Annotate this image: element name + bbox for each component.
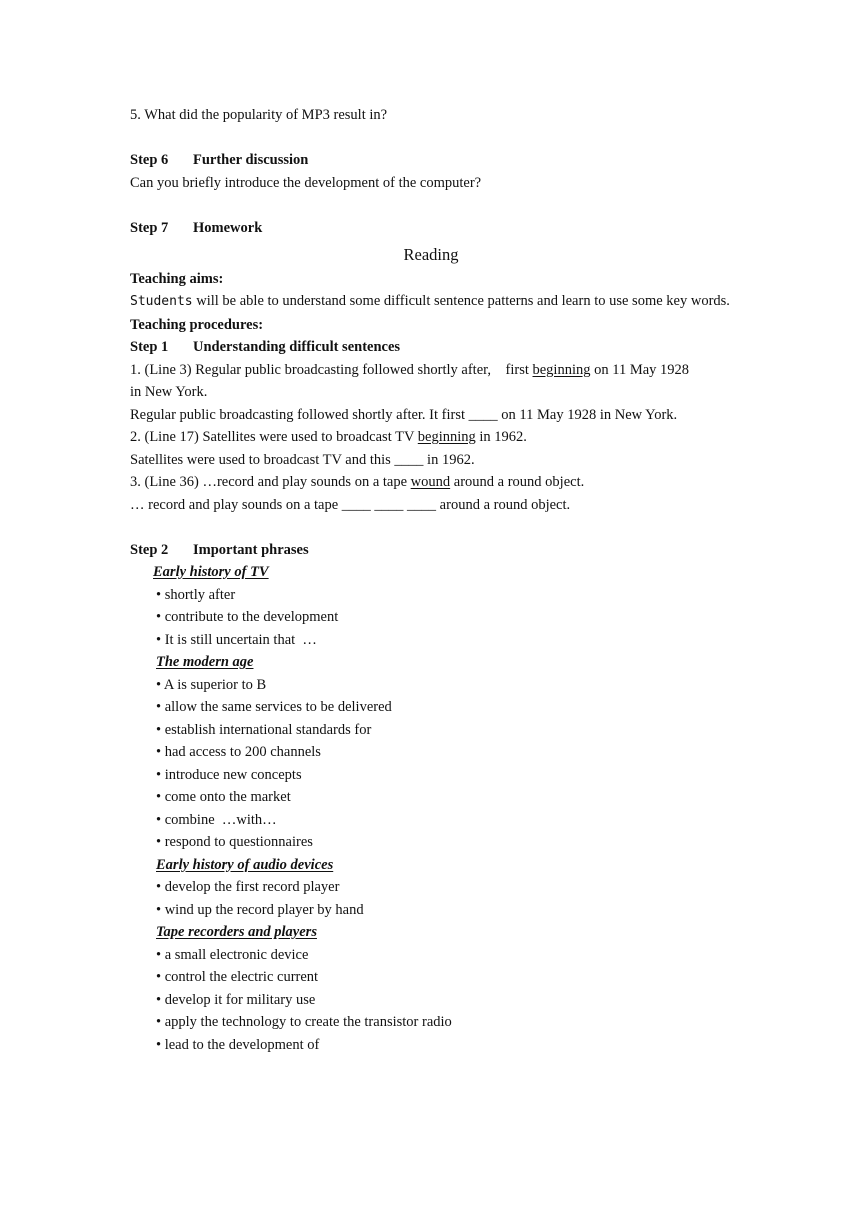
step-6-heading (130, 149, 732, 172)
section-title: Reading (403, 245, 459, 264)
phrase-item: • allow the same services to be delivered (156, 699, 392, 715)
sentence-text: on 11 May 1928 (590, 361, 690, 378)
sentence-text: in 1962. (475, 429, 527, 445)
phrase-item: • develop the first record player (156, 879, 340, 895)
sentence-text: around a round object. (450, 474, 585, 490)
underlined-word: wound (410, 474, 451, 490)
document-page (130, 104, 732, 1056)
teaching-aims-label: Teaching aims: (130, 270, 224, 287)
phrase-item: • combine …with… (156, 811, 277, 828)
step-number: Step 2 (130, 541, 169, 558)
sentence-3-rewrite: … record and play sounds on a tape ____ ____ ____ around a round object. (130, 496, 571, 513)
phrase-item: • develop it for military use (156, 991, 316, 1008)
step-number: Step 7 (130, 219, 169, 236)
step-2-heading (130, 539, 732, 562)
phrase-item: • control the electric current (156, 969, 319, 985)
teaching-aims-text (130, 290, 732, 314)
sentence-2-rewrite: Satellites were used to broadcast TV and this ____ in 1962. (130, 451, 475, 468)
sentence-1-rewrite: Regular public broadcasting followed shortly after. It first ____ on 11 May 1928 in New York. (130, 406, 678, 423)
step-title: Important phrases (193, 541, 309, 558)
phrase-section-heading: The modern age (156, 654, 254, 670)
sentence-text: 2. (Line 17) Satellites were used to broadcast TV (130, 429, 418, 445)
sentence-1-original (130, 359, 732, 382)
sentence-3-original (130, 471, 732, 494)
aims-rest: will be able to understand some difficult sentence patterns and learn to use some key words. (192, 293, 730, 309)
step-title: Homework (193, 219, 263, 236)
step-7-heading (130, 217, 732, 240)
phrase-item: • respond to questionnaires (156, 834, 313, 850)
sentence-1-continued: in New York. (130, 384, 208, 400)
phrase-item: • introduce new concepts (156, 766, 302, 783)
phrase-section-heading: Early history of audio devices (156, 856, 334, 873)
phrase-item: • contribute to the development (156, 609, 339, 625)
phrase-item: • come onto the market (156, 789, 291, 805)
step-6-text: Can you briefly introduce the development of the computer? (130, 174, 482, 191)
sentence-text: 3. (Line 36) …record and play sounds on a tape (130, 474, 411, 490)
step-number: Step 6 (130, 152, 169, 168)
step-1-heading (130, 336, 732, 359)
step-title: Further discussion (193, 152, 309, 168)
phrase-item: • a small electronic device (156, 946, 309, 963)
underlined-word: beginning (532, 361, 591, 378)
aims-first-word: Students (130, 294, 193, 309)
underlined-word: beginning (417, 429, 476, 445)
phrase-item: • apply the technology to create the transistor radio (156, 1014, 452, 1030)
question-5: 5. What did the popularity of MP3 result in? (130, 107, 388, 123)
step-number: Step 1 (130, 339, 169, 355)
step-title: Understanding difficult sentences (193, 339, 401, 355)
phrase-section-heading: Early history of TV (153, 564, 269, 580)
phrase-item: • It is still uncertain that … (156, 631, 317, 648)
phrase-item: • A is superior to B (156, 676, 267, 693)
teaching-procedures-label: Teaching procedures: (130, 316, 264, 333)
phrase-item: • establish international standards for (156, 721, 372, 738)
phrase-item: • shortly after (156, 586, 236, 603)
phrase-item: • wind up the record player by hand (156, 901, 364, 918)
phrase-section-heading: Tape recorders and players (156, 924, 317, 940)
phrase-item: • had access to 200 channels (156, 744, 321, 760)
sentence-2-original (130, 426, 732, 449)
sentence-text: 1. (Line 3) Regular public broadcasting followed shortly after, first (130, 361, 533, 378)
phrase-item: • lead to the development of (156, 1036, 320, 1053)
